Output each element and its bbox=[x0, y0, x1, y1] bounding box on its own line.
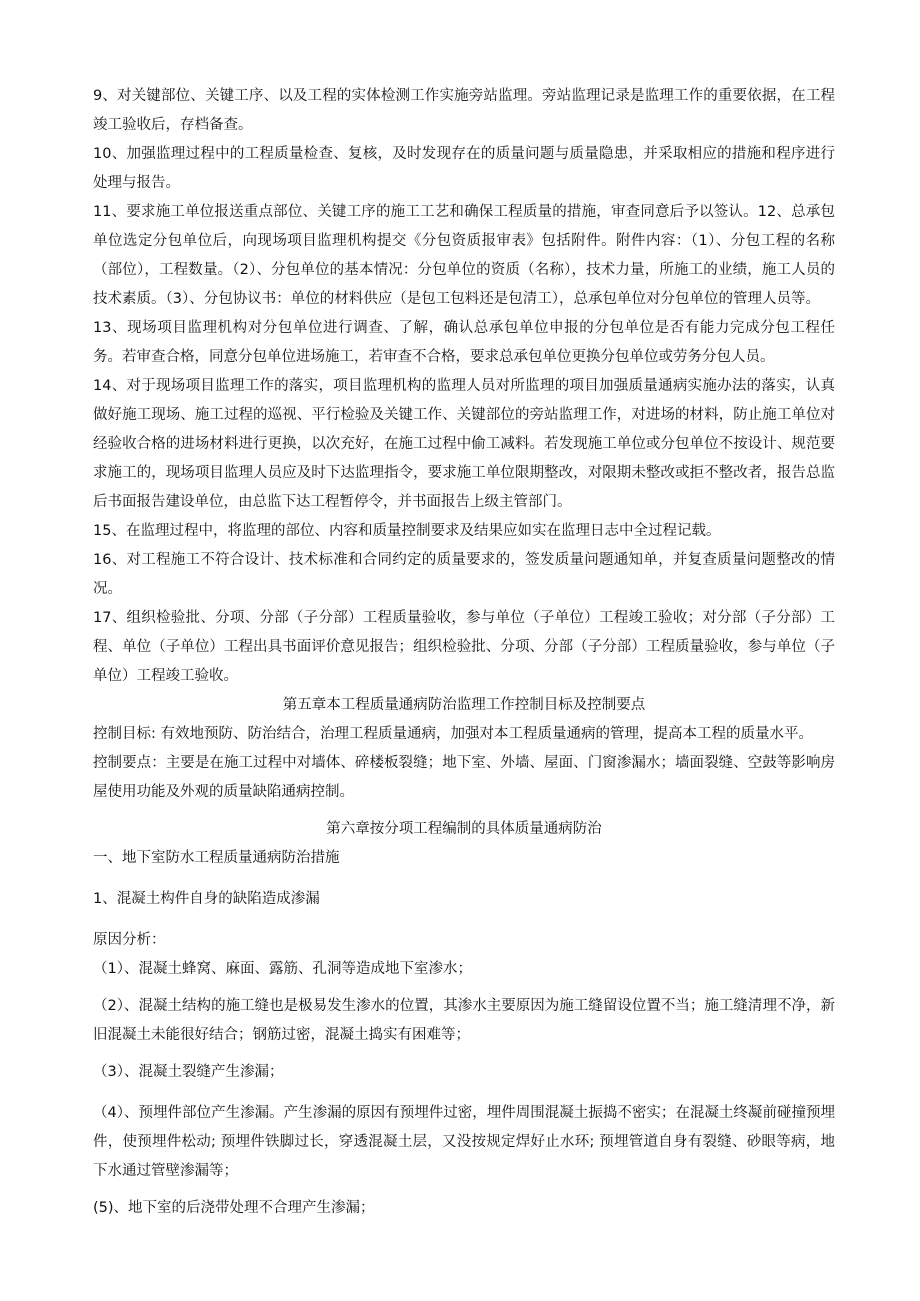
paragraph-item-9: 9、对关键部位、关键工序、以及工程的实体检测工作实施旁站监理。旁站监理记录是监理工作的重要依据，在工程竣工验收后，存档备查。 bbox=[93, 88, 835, 133]
paragraph-item-13: 13、现场项目监理机构对分包单位进行调查、了解，确认总承包单位申报的分包单位是否有能力完成分包工程任务。若审查合格，同意分包单位进场施工，若审查不合格，要求总承包单位更换分包单位或劳务分包人员。 bbox=[93, 320, 835, 365]
chapter6-item-heading: 1、混凝土构件自身的缺陷造成渗漏 bbox=[93, 891, 320, 907]
cause-item-5: (5)、地下室的后浇带处理不合理产生渗漏； bbox=[93, 1200, 375, 1216]
paragraph-item-15: 15、在监理过程中，将监理的部位、内容和质量控制要求及结果应如实在监理日志中全过程记载。 bbox=[93, 523, 721, 539]
chapter5-control-target: 控制目标: 有效地预防、防治结合，治理工程质量通病，加强对本工程质量通病的管理，提高本工程的质量水平。 bbox=[93, 726, 813, 742]
chapter5-title: 第五章本工程质量通病防治监理工作控制目标及控制要点 bbox=[282, 697, 646, 713]
cause-item-4: （4）、预埋件部位产生渗漏。产生渗漏的原因有预埋件过密，埋件周围混凝土振捣不密实；在混凝土终凝前碰撞预埋件，使预埋件松动; 预埋件铁脚过长，穿透混凝土层，又没按规定焊好止水环; 预埋管道自身有裂缝、砂眼等病，地下水通过管壁渗漏等； bbox=[93, 1105, 835, 1179]
paragraph-item-11-12: 11、要求施工单位报送重点部位、关键工序的施工工艺和确保工程质量的措施，审查同意后予以签认。12、总承包单位选定分包单位后，向现场项目监理机构提交《分包资质报审表》包括附件。附件内容：（1）、分包工程的名称（部位），工程数量。（2）、分包单位的基本情况：分包单位的资质（名称），技术力量，所施工的业绩，施工人员的技术素质。（3）、分包协议书：单位的材料供应（是包工包料还是包清工），总承包单位对分包单位的管理人员等。 bbox=[93, 204, 835, 307]
paragraph-item-10: 10、加强监理过程中的工程质量检查、复核，及时发现存在的质量问题与质量隐患，并采取相应的措施和程序进行处理与报告。 bbox=[93, 146, 835, 191]
paragraph-item-17: 17、组织检验批、分项、分部（子分部）工程质量验收，参与单位（子单位）工程竣工验收；对分部（子分部）工程、单位（子单位）工程出具书面评价意见报告；组织检验批、分项、分部（子分部）工程质量验收，参与单位（子单位）工程竣工验收。 bbox=[93, 610, 835, 684]
cause-item-3: （3）、混凝土裂缝产生渗漏； bbox=[93, 1064, 284, 1080]
cause-item-1: （1）、混凝土蜂窝、麻面、露筋、孔洞等造成地下室渗水； bbox=[93, 961, 472, 977]
cause-item-2: （2）、混凝土结构的施工缝也是极易发生渗水的位置，其渗水主要原因为施工缝留设位置不当；施工缝清理不净，新旧混凝土未能很好结合；钢筋过密，混凝土捣实有困难等； bbox=[93, 998, 835, 1043]
paragraph-item-16: 16、对工程施工不符合设计、技术标准和合同约定的质量要求的，签发质量问题通知单，并复查质量问题整改的情况。 bbox=[93, 552, 835, 597]
chapter5-control-points: 控制要点：主要是在施工过程中对墙体、碎楼板裂缝；地下室、外墙、屋面、门窗渗漏水；墙面裂缝、空鼓等影响房屋使用功能及外观的质量缺陷通病控制。 bbox=[93, 755, 835, 800]
chapter6-title: 第六章按分项工程编制的具体质量通病防治 bbox=[326, 821, 602, 837]
paragraph-item-14: 14、对于现场项目监理工作的落实，项目监理机构的监理人员对所监理的项目加强质量通病实施办法的落实，认真做好施工现场、施工过程的巡视、平行检验及关键工作、关键部位的旁站监理工作，对进场的材料，防止施工单位对经验收合格的进场材料进行更换，以次充好，在施工过程中偷工减料。若发现施工单位或分包单位不按设计、规范要求施工的，现场项目监理人员应及时下达监理指令，要求施工单位限期整改，对限期未整改或拒不整改者，报告总监后书面报告建设单位，由总监下达工程暂停令，并书面报告上级主管部门。 bbox=[93, 378, 835, 510]
chapter6-section-heading: 一、地下室防水工程质量通病防治措施 bbox=[93, 850, 340, 866]
document-page bbox=[93, 82, 835, 1223]
cause-analysis-heading: 原因分析： bbox=[93, 932, 166, 948]
